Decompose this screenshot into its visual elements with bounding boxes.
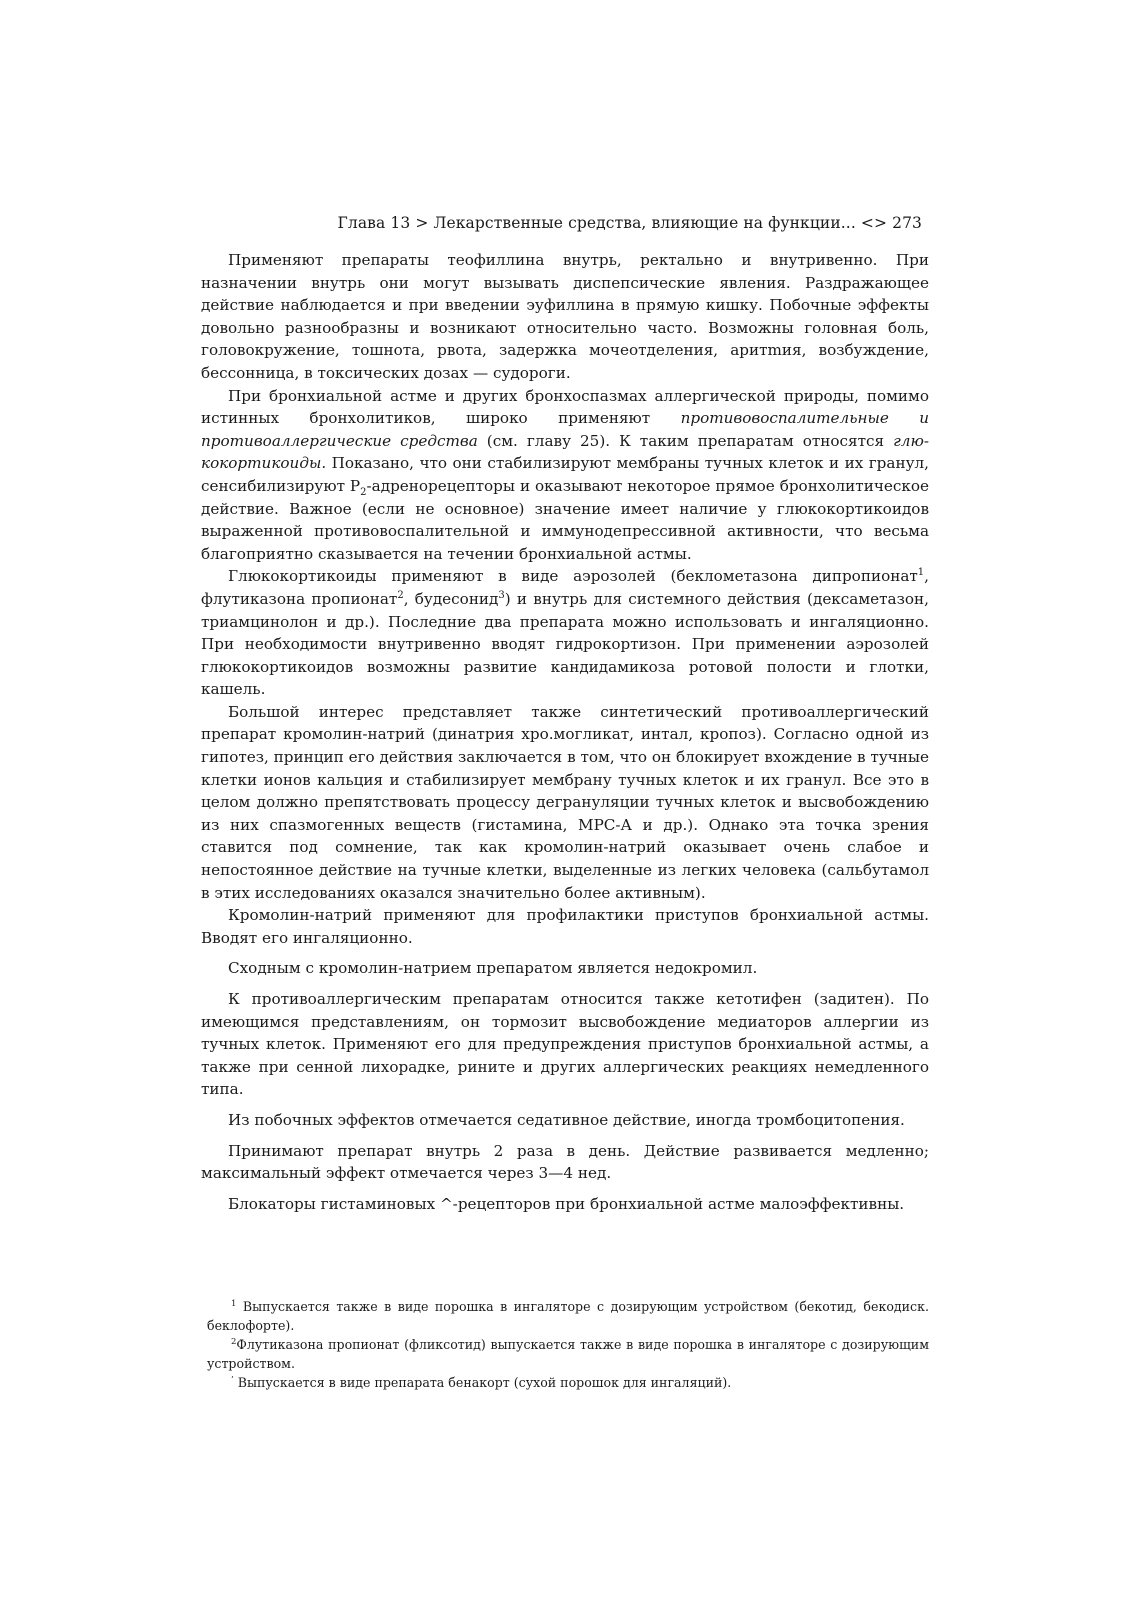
paragraph-h1-blockers: Блокаторы гистаминовых ^-рецепторов при бронхиальной астме малоэффективны. [228,1194,905,1213]
page-number: 273 [892,214,922,232]
footnote-2: $^2$Флутиказона пропионат (фликсотид) выпускается также в виде порошка в ингаляторе с дозирующим устройством. [207,1336,929,1371]
header-title: Лекарственные средства, влияющие на функции... [433,214,856,232]
header-page-marker-icon: <> [860,214,888,232]
body-text [201,249,929,1215]
paragraph-glucocorticoids-use: Глюкокортикоиды применяют в виде аэрозолей (беклометазона дипропионат$^1$, флутиказона пропионат$^2$, будесонид$^3$) и внутрь для системного действия (дексаметазон, триамцинолон и др.). Последние два препарата можно использовать и ингаляционно. При необходимости внутривенно вводят гидрокортизон. При применении аэрозолей глюкокортикоидов возможны развитие кандидамикоза ротовой полости и глотки, кашель. [201,567,929,699]
paragraph-cromolyn: Большой интерес представляет также синтетический противоаллергический препарат кромолин-натрий (динатрия хро.могликат, интал, кропоз). Согласно одной из гипотез, принцип его действия заключается в том, что он блокирует вхождение в тучные клетки ионов кальция и стабилизирует мембрану тучных клеток и их гранул. Все это в целом должно препятствовать процессу дегрануляции тучных клеток и высвобождению из них спазмогенных веществ (гистамина, МРС-А и др.). Однако эта точка зрения ставится под сомнение, так как кромолин-натрий оказывает очень слабое и непостоянное действие на тучные клетки, выделенные из легких человека (сальбутамол в этих исследованиях оказался значительно более активным). [201,702,929,902]
footnote-ref-1[interactable]: 1 [917,567,925,579]
paragraph-theophylline: Применяют препараты теофиллина внутрь, ректально и внутривенно. При назначении внутрь они могут вызывать диспепсические явления. Раздражающее действие наблюдается и при введении эуфиллина в прямую кишку. Побочные эффекты довольно разнообразны и возникают относительно часто. Возможны головная боль, головокружение, тошнота, рвота, задержка мочеотделения, аритmия, возбуждение, бессонница, в токсических дозах — судороги. [201,251,929,382]
term-anti-inflammatory: противовоспалительные и противоаллергические средства [201,409,930,450]
subscript-2: 2 [360,486,367,498]
header-separator-icon: > [415,214,429,232]
paragraph-anti-inflammatory: При бронхиальной астме и других бронхоспазмах аллергической природы, помимо истинных бронхолитиков, широко применяют противовоспалительные и противоаллергические средства (см. главу 25). К таким препаратам относятся глюкокортикоиды. Показано, что они стабилизируют мембраны тучных клеток и их гранул, сенсибилизируют $P_2$-адренорецепторы и оказывают некоторое прямое бронхолитическое действие. Важное (если не основное) значение имеет наличие у глюкокортикоидов выраженной противовоспалительной и иммунодепрессивной активности, что весьма благоприятно сказывается на течении бронхиальной астмы. [201,386,930,563]
running-header [338,214,922,232]
footnote-ref-3[interactable]: 3 [498,589,505,601]
paragraph-side-effects: Из побочных эффектов отмечается седативное действие, иногда тромбоцитопения. [228,1110,905,1129]
term-glucocorticoids: глюкокортикоиды. [201,431,929,473]
paragraph-ketotifen: К противоаллергическим препаратам относится также кетотифен (задитен). По имеющимся представлениям, он тормозит высвобождение медиаторов аллергии из тучных клеток. Применяют его для предупреждения приступов бронхиальной астмы, а также при сенной лихорадке, рините и других аллергических реакциях немедленного типа. [201,990,929,1099]
paragraph-nedocromil: Сходным с кромолин-натрием препаратом является недокромил. [228,959,758,978]
footnote-mark: 1 [231,1298,237,1309]
footnote-mark: 2 [231,1336,237,1347]
footnote-1: $^1$ Выпускается также в виде порошка в ингаляторе с дозирующим устройством (бекотид, бекодиск. беклофорте). [207,1298,929,1333]
footnote-ref-2[interactable]: 2 [397,589,404,601]
paragraph-cromolyn-use: Кромолин-натрий применяют для профилактики приступов бронхиальной астмы. Вводят его ингаляционно. [201,906,929,947]
header-chapter: Глава 13 [337,214,411,232]
footnote-mark: ’ [231,1374,234,1385]
footnotes [207,1297,929,1392]
paragraph-dosage: Принимают препарат внутрь 2 раза в день. Действие развивается медленно; максимальный эффект отмечается через 3—4 нед. [201,1141,929,1183]
footnote-3: ’ Выпускается в виде препарата бенакорт (сухой порошок для ингаляций). [231,1374,732,1390]
